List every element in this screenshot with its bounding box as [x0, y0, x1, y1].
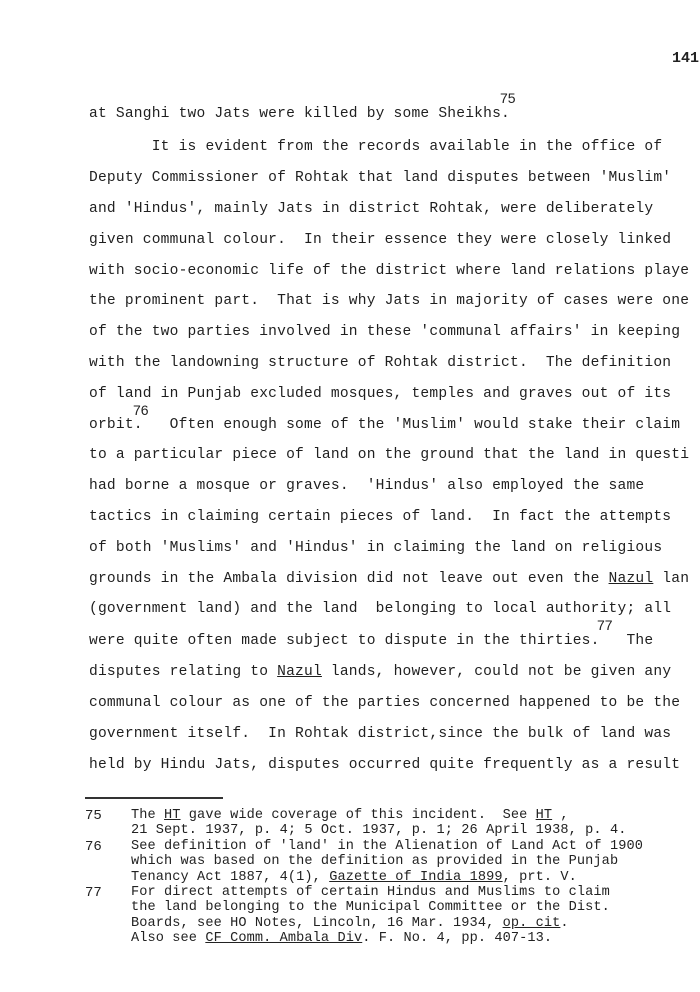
- footnote-line: For direct attempts of certain Hindus and Muslims to claim: [131, 885, 610, 900]
- body-line: disputes relating to Nazul lands, however, could not be given any: [89, 664, 672, 680]
- footnote-line: Boards, see HO Notes, Lincoln, 16 Mar. 1934, op. cit.: [131, 915, 569, 931]
- body-line: to a particular piece of land on the ground that the land in questi: [89, 447, 690, 463]
- body-line: held by Hindu Jats, disputes occurred quite frequently as a result: [89, 757, 681, 773]
- footnote-number: 76: [85, 839, 102, 855]
- footnote-line: See definition of 'land' in the Alienation of Land Act of 1900: [131, 839, 643, 854]
- footnote-reference: 77: [597, 617, 613, 633]
- footnote-line: Also see CF Comm. Ambala Div. F. No. 4, pp. 407-13.: [131, 930, 553, 946]
- body-line: grounds in the Ambala division did not leave out even the Nazul lan: [89, 571, 690, 587]
- body-line: with the landowning structure of Rohtak district. The definition: [89, 355, 672, 371]
- body-line: at Sanghi two Jats were killed by some Sheikhs.: [89, 106, 511, 122]
- footnote-number: 77: [85, 885, 102, 901]
- body-line: had borne a mosque or graves. 'Hindus' also employed the same: [89, 478, 645, 494]
- body-line: government itself. In Rohtak district,since the bulk of land was: [89, 726, 672, 742]
- footnote-line: the land belonging to the Municipal Committee or the Dist.: [131, 900, 610, 916]
- body-line: Deputy Commissioner of Rohtak that land disputes between 'Muslim': [89, 170, 672, 186]
- underlined-term: Nazul: [277, 664, 322, 680]
- footnote-line: which was based on the definition as provided in the Punjab: [131, 854, 619, 870]
- underlined-term: Nazul: [608, 571, 654, 587]
- footnote-line: Tenancy Act 1887, 4(1), Gazette of India 1899, prt. V.: [131, 869, 577, 885]
- body-line: orbit. Often enough some of the 'Muslim' would stake their claim: [89, 417, 681, 433]
- body-line: with socio-economic life of the district where land relations playe: [89, 263, 690, 279]
- footnote-line: The HT gave wide coverage of this incident. See HT ,: [131, 808, 569, 823]
- body-line: (government land) and the land belonging to local authority; all: [89, 601, 672, 617]
- body-line: tactics in claiming certain pieces of land. In fact the attempts: [89, 509, 672, 525]
- body-line: and 'Hindus', mainly Jats in district Rohtak, were deliberately: [89, 201, 654, 217]
- footnote-number: 75: [85, 808, 102, 824]
- page-number: 141: [672, 50, 700, 67]
- body-line: of the two parties involved in these 'communal affairs' in keeping: [89, 324, 681, 340]
- body-line: of land in Punjab excluded mosques, temples and graves out of its: [89, 386, 672, 402]
- body-line: It is evident from the records available in the office of: [89, 139, 663, 155]
- footnote-divider: [85, 797, 223, 799]
- body-line: the prominent part. That is why Jats in majority of cases were one: [89, 293, 690, 309]
- body-line: communal colour as one of the parties concerned happened to be the: [89, 695, 681, 711]
- footnote-reference: 76: [133, 402, 149, 418]
- body-line: were quite often made subject to dispute in the thirties. The: [89, 633, 654, 649]
- body-line: given communal colour. In their essence they were closely linked: [89, 232, 672, 248]
- footnote-line: 21 Sept. 1937, p. 4; 5 Oct. 1937, p. 1; 26 April 1938, p. 4.: [131, 823, 627, 839]
- footnote-reference: 75: [500, 90, 516, 106]
- body-line: of both 'Muslims' and 'Hindus' in claiming the land on religious: [89, 540, 663, 556]
